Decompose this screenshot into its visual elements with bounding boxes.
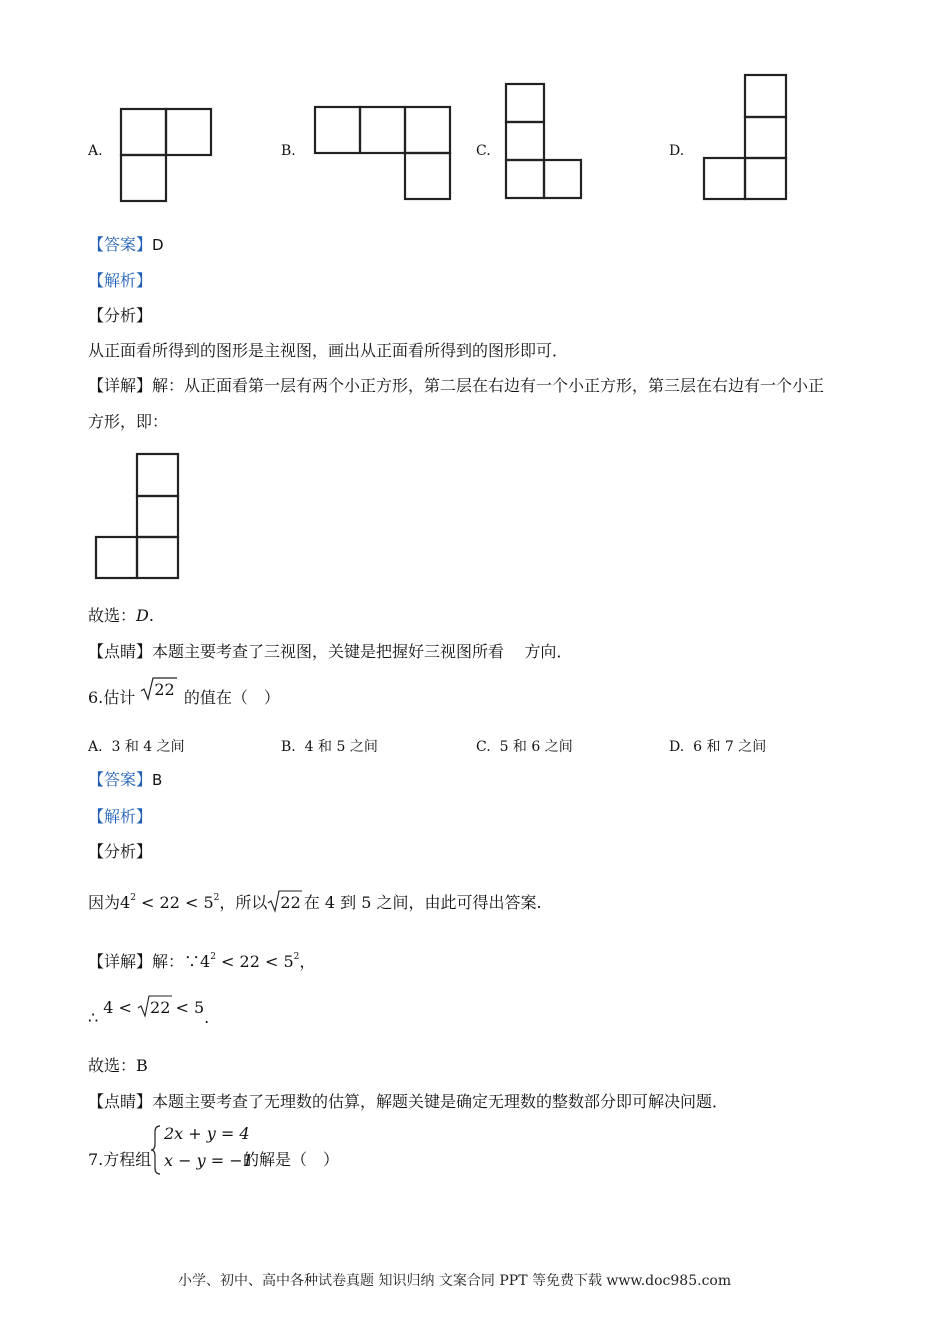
base-b: 5 (283, 952, 294, 971)
inequality: $4^2 < 22 < 5^2$ (200, 952, 300, 971)
q6-choice (88, 1056, 148, 1076)
q5-detail-line2: 方形，即： (88, 412, 169, 431)
option-text: 6 和 7 之间 (693, 739, 767, 755)
footer-text: 小学、初中、高中各种试卷真题 知识归纳 文案合同 PPT 等免费下载 www.doc985.com (178, 1273, 732, 1289)
detail-text: 解：从正面看第一层有两个小正方形，第二层在右边有一个小正方形，第三层在右边有一个小正 (152, 376, 825, 395)
equation-2: x − y = −1 (164, 1151, 253, 1170)
option-b-figure (310, 102, 456, 204)
system-brace (150, 1124, 162, 1176)
q6-option-d (669, 736, 766, 756)
analysis-mid: ，所以 (219, 893, 268, 912)
option-label: C. (476, 739, 491, 755)
q6-detail (88, 947, 315, 972)
option-d-label: D. (669, 143, 685, 159)
option-label: B. (281, 739, 296, 755)
q5-choice (88, 606, 154, 626)
inequality: $4^2 < 22 < 5^2$ (120, 893, 220, 912)
choice-prefix: 故选： (88, 606, 137, 625)
q6-stem (88, 680, 280, 708)
answer-tag: 【答案】 (88, 770, 153, 789)
sqrt-22 (137, 998, 170, 1018)
ineq-mid: < 22 < (215, 952, 284, 971)
analysis-pre: 因为 (88, 893, 121, 912)
radicand: 22 (154, 680, 175, 699)
option-c-label: C. (476, 143, 491, 159)
ineq-end: . (204, 1008, 210, 1027)
option-c-figure (502, 80, 586, 204)
option-label: D. (669, 739, 685, 755)
radicand: 22 (280, 893, 301, 912)
choice-value: D (136, 606, 149, 625)
jiexi-tag: 【解析】 (88, 271, 153, 290)
answer-tag: 【答案】 (88, 235, 153, 254)
detail-tag: 【详解】 (88, 376, 153, 395)
q5-comment (88, 642, 572, 662)
comment-text: 本题主要考查了三视图，关键是把握好三视图所看 方向． (152, 642, 573, 661)
q6-option-a (88, 736, 185, 756)
option-b-label: B. (281, 143, 296, 159)
radicand: 22 (150, 998, 171, 1017)
option-text: 4 和 5 之间 (304, 739, 378, 755)
base-a: 4 (200, 952, 211, 971)
comment-tag: 【点睛】 (88, 1092, 153, 1111)
ineq-left: 4 < (103, 998, 138, 1017)
detail-post: ， (299, 952, 316, 971)
ineq-mid: < 22 < (135, 893, 204, 912)
detail-pre: 解：∵ (152, 952, 201, 971)
sqrt-22 (140, 676, 174, 700)
option-a-figure (115, 103, 219, 207)
choice-prefix: 故选： (88, 1056, 137, 1075)
therefore-symbol: ∴ (88, 1008, 99, 1027)
q5-answer-line (88, 235, 164, 255)
ineq-right: < 5 (170, 998, 205, 1017)
q7-number: 7.方程组 (88, 1150, 152, 1169)
solution-figure (92, 450, 186, 584)
fenxi-tag: 【分析】 (88, 842, 153, 861)
base-b: 5 (203, 893, 214, 912)
q6-answer-line (88, 770, 162, 790)
comment-text: 本题主要考查了无理数的估算，解题关键是确定无理数的整数部分即可解决问题． (152, 1092, 729, 1111)
q6-suffix: 的值在（ ） (183, 688, 280, 707)
jiexi-tag: 【解析】 (88, 807, 153, 826)
option-d-figure (699, 70, 793, 204)
comment-tag: 【点睛】 (88, 642, 153, 661)
q6-therefore (88, 998, 210, 1027)
q6-option-c (476, 736, 573, 756)
q5-analysis: 从正面看所得到的图形是主视图，画出从正面看所得到的图形即可． (88, 341, 569, 360)
q5-detail-line1 (88, 376, 824, 396)
equation-1: 2x + y = 4 (164, 1124, 250, 1143)
answer-value: D (152, 236, 164, 254)
detail-tag: 【详解】 (88, 952, 153, 971)
q6-analysis (88, 888, 542, 913)
q7-suffix: 的解是（ ） (243, 1150, 340, 1169)
option-text: 5 和 6 之间 (499, 739, 573, 755)
choice-value: B (136, 1056, 148, 1075)
base-a: 4 (120, 893, 131, 912)
sqrt-22 (267, 893, 300, 913)
q6-number: 6.估计 (88, 688, 136, 707)
answer-value: B (152, 771, 163, 789)
analysis-post: 在 4 到 5 之间，由此可得出答案. (303, 893, 542, 912)
choice-suffix: . (148, 606, 154, 625)
q6-option-b (281, 736, 378, 756)
fenxi-tag: 【分析】 (88, 306, 153, 325)
option-a-label: A. (88, 143, 103, 159)
option-label: A. (88, 739, 103, 755)
q6-comment (88, 1092, 728, 1112)
option-text: 3 和 4 之间 (111, 739, 185, 755)
